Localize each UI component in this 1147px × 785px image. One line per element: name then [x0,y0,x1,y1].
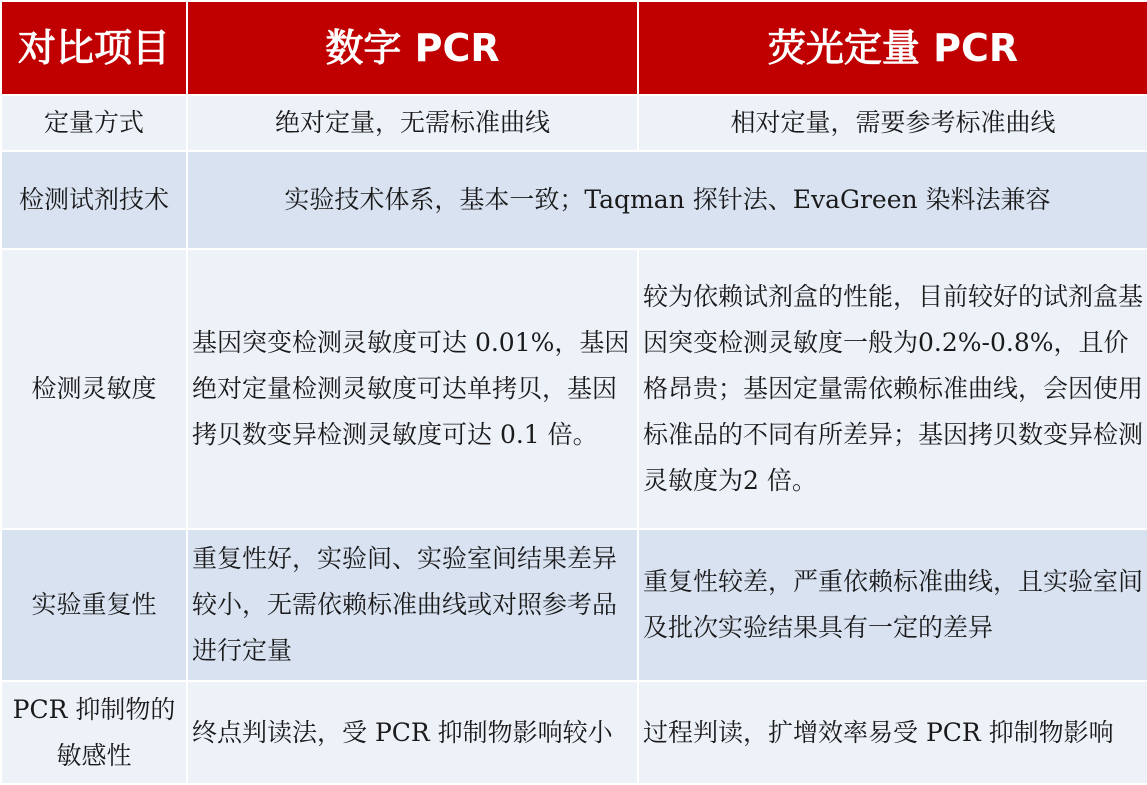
cell-qpcr-inhibitor-sensitivity: 过程判读，扩增效率易受 PCR 抑制物影响 [638,681,1147,784]
table-row [1,529,1147,681]
row-label-inhibitor-sensitivity: PCR 抑制物的敏感性 [1,681,187,784]
header-cell-qpcr: 荧光定量 PCR [638,1,1147,95]
cell-digital-repeatability: 重复性好，实验间、实验室间结果差异较小，无需依赖标准曲线或对照参考品进行定量 [187,529,638,681]
table-row [1,95,1147,151]
cell-digital-sensitivity: 基因突变检测灵敏度可达 0.01%，基因绝对定量检测灵敏度可达单拷贝，基因拷贝数变异检测灵敏度可达 0.1 倍。 [187,249,638,529]
cell-digital-quant-method: 绝对定量，无需标准曲线 [187,95,638,151]
row-label-repeatability: 实验重复性 [1,529,187,681]
header-cell-item: 对比项目 [1,1,187,95]
row-label-quant-method: 定量方式 [1,95,187,151]
table-row [1,249,1147,529]
row-label-sensitivity: 检测灵敏度 [1,249,187,529]
header-row [1,1,1147,95]
cell-qpcr-sensitivity: 较为依赖试剂盒的性能，目前较好的试剂盒基因突变检测灵敏度一般为0.2%-0.8%，且价格昂贵；基因定量需依赖标准曲线，会因使用标准品的不同有所差异；基因拷贝数变异检测灵敏度为2 倍。 [638,249,1147,529]
cell-digital-inhibitor-sensitivity: 终点判读法，受 PCR 抑制物影响较小 [187,681,638,784]
cell-qpcr-quant-method: 相对定量，需要参考标准曲线 [638,95,1147,151]
row-label-reagent-tech: 检测试剂技术 [1,151,187,249]
header-cell-digital-pcr: 数字 PCR [187,1,638,95]
table-row [1,151,1147,249]
cell-shared-reagent-tech: 实验技术体系，基本一致；Taqman 探针法、EvaGreen 染料法兼容 [187,151,1147,249]
table-row [1,681,1147,784]
cell-qpcr-repeatability: 重复性较差，严重依赖标准曲线，且实验室间及批次实验结果具有一定的差异 [638,529,1147,681]
